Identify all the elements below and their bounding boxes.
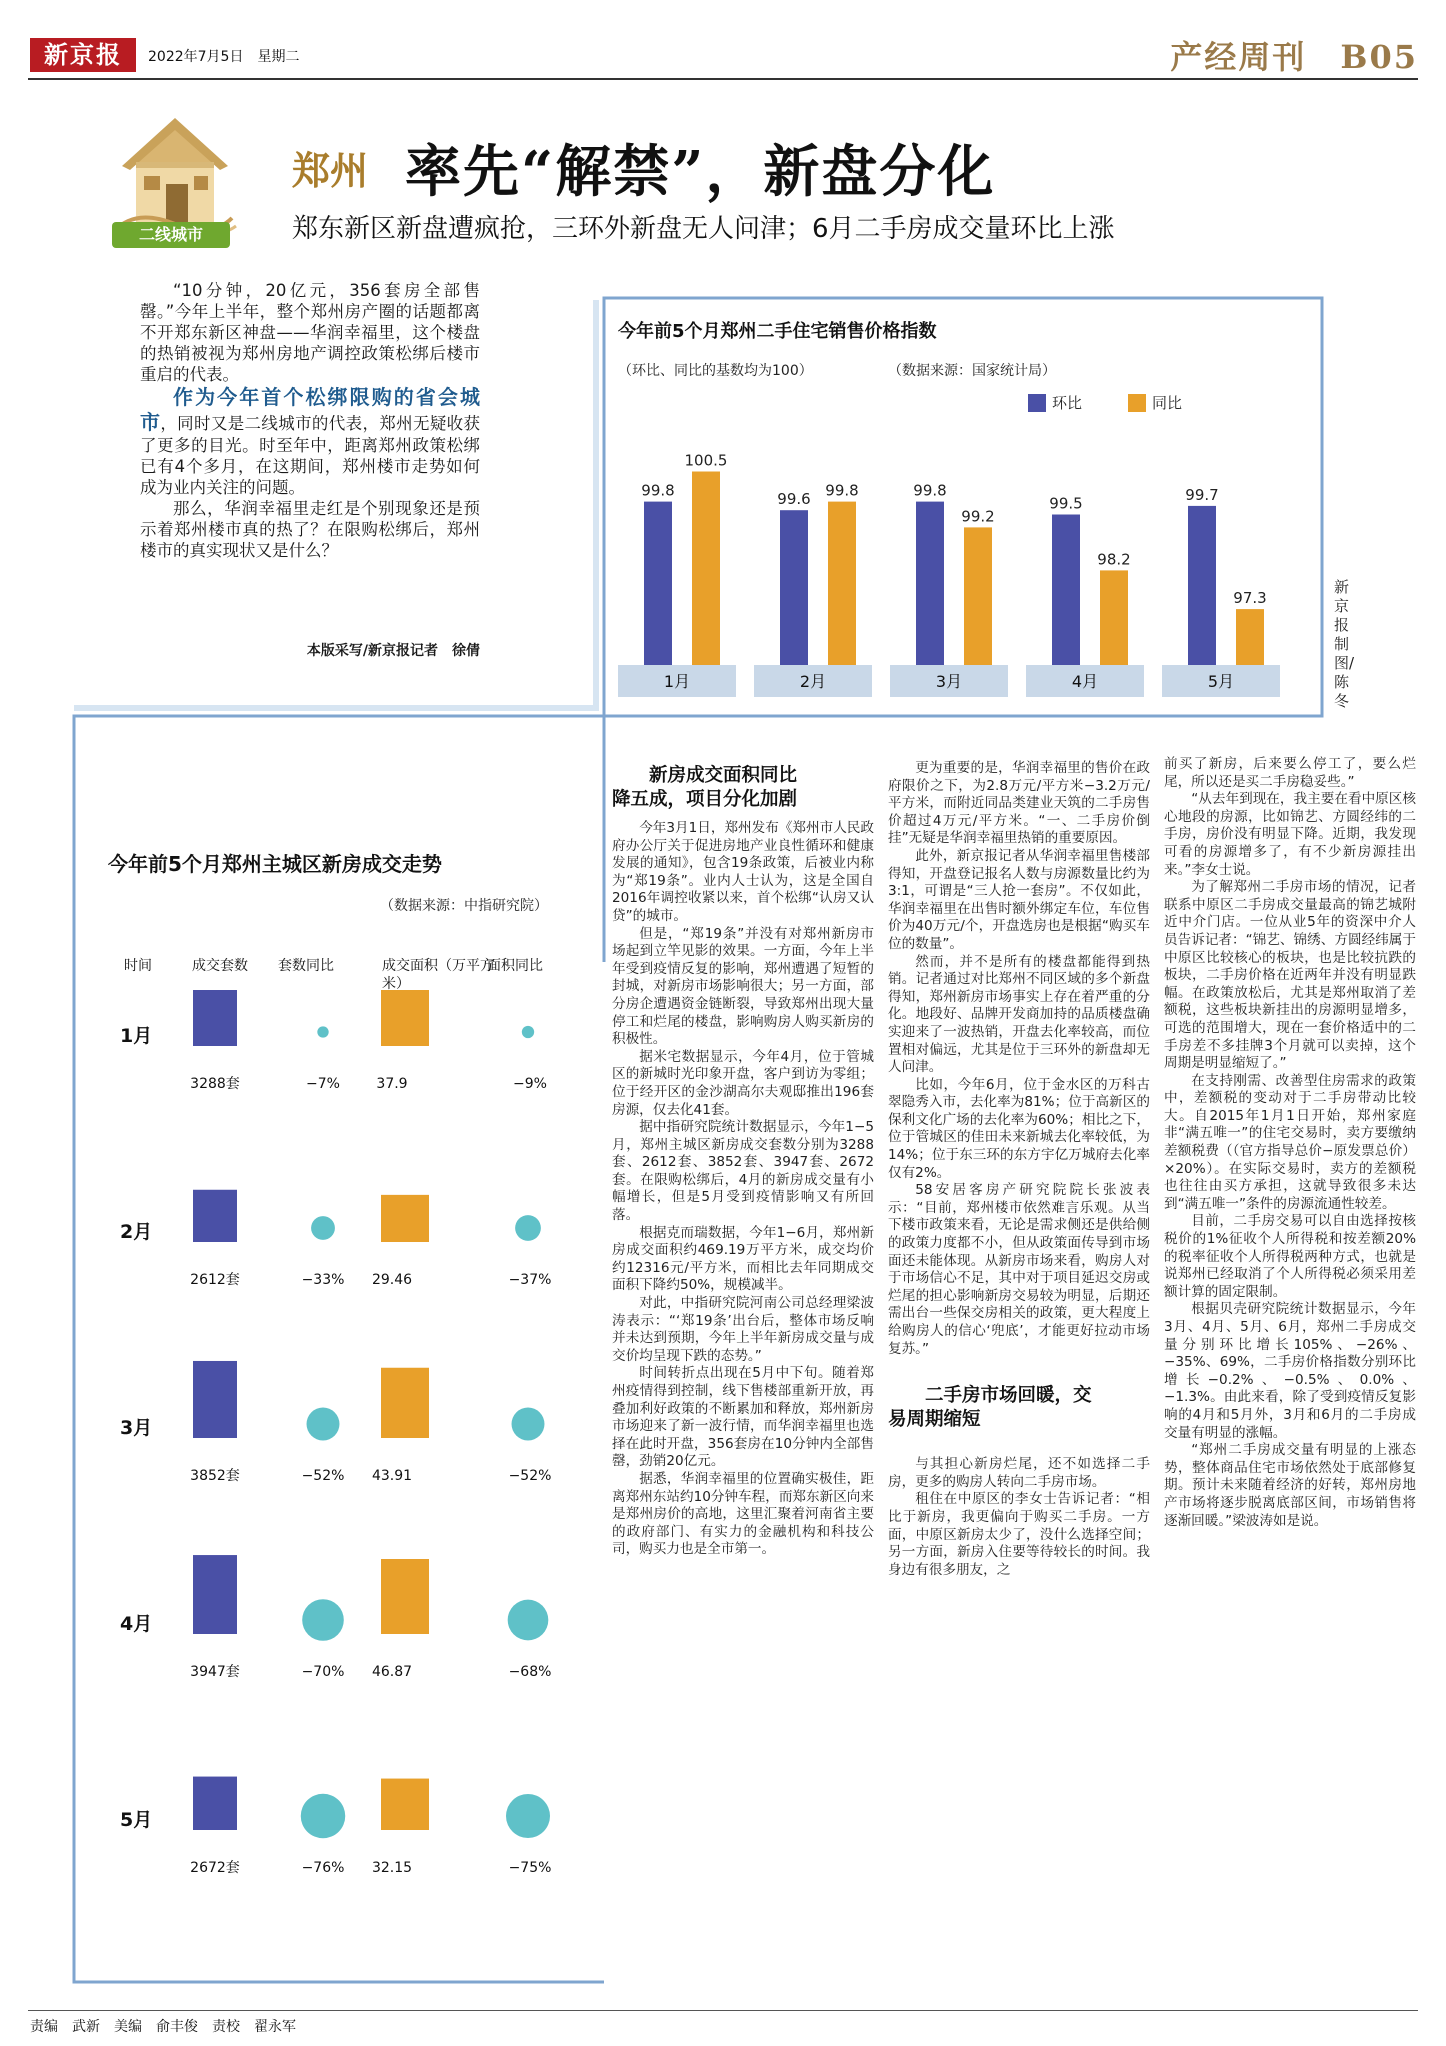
- article-paragraph: 据中指研究院统计数据显示，今年1−5月，郑州主城区新房成交套数分别为3288套、2612套、3852套、3947套、2672套。在限购松绑后，4月的新房成交量有小幅增长，但是5月受到疫情影响又有所回落。: [612, 1119, 874, 1224]
- article-paragraph: 目前，二手房交易可以自由选择按核税价的1%征收个人所得税和按差额20%的税率征收个人所得税两种方式，也就是说郑州已经取消了个人所得税必须采用差额计算的固定限制。: [1164, 1213, 1416, 1300]
- bar-yoy: [1100, 570, 1128, 665]
- article-paragraph: 与其担心新房烂尾，还不如选择二手房，更多的购房人转向二手房市场。: [888, 1456, 1150, 1490]
- section-heading-line: 二手房市场回暖，交: [925, 1385, 1092, 1407]
- data-label: 99.8: [825, 481, 859, 500]
- headline-title: 率先“解禁”，新盘分化: [405, 139, 996, 205]
- masthead-rule: [28, 78, 1418, 80]
- bar-yoy: [964, 527, 992, 665]
- units-yoy-label: −52%: [301, 1468, 345, 1484]
- units-label: 3288套: [190, 1076, 240, 1092]
- units-bar: [193, 1361, 237, 1438]
- bar-mom: [916, 502, 944, 665]
- area-bar: [381, 1195, 429, 1242]
- article-column-2: [888, 760, 1150, 1579]
- area-bar: [381, 1559, 429, 1634]
- category-badge: 二线城市: [112, 222, 230, 248]
- chart-title: 今年前5个月郑州二手住宅销售价格指数: [618, 321, 937, 342]
- category-label: 2月: [799, 672, 827, 691]
- area-label: 43.91: [371, 1468, 413, 1484]
- byline: 本版采写/新京报记者 徐倩: [306, 643, 480, 659]
- units-bar: [193, 990, 237, 1046]
- bar-mom: [1188, 506, 1216, 665]
- lede-paragraph: 那么，华润幸福里走红是个别现象还是预示着郑州楼市真的热了？在限购松绑后，郑州楼市的真实现状又是什么？: [140, 499, 480, 560]
- units-yoy-bubble: [317, 1026, 328, 1037]
- article-paragraph: 据悉，华润幸福里的位置确实极佳，距离郑州东站约10分钟车程，而郑东新区向来是郑州房价的高地，这里汇聚着河南省主要的政府部门、有实力的金融机构和科技公司，购买力也是全市第一。: [612, 1470, 874, 1558]
- footer-rule: [28, 2010, 1418, 2011]
- bar-mom: [1052, 515, 1080, 666]
- article-paragraph: 据米宅数据显示，今年4月，位于管城区的新城时光印象开盘，客户到访为零组；位于经开区的金沙湖高尔夫观邸推出196套房源，仅去化41套。: [612, 1048, 874, 1118]
- area-label: 29.46: [371, 1272, 413, 1288]
- chart-source: （数据来源：国家统计局）: [888, 363, 1056, 379]
- area-yoy-label: −9%: [513, 1076, 547, 1092]
- area-yoy-bubble: [522, 1026, 534, 1038]
- table-header: 时间: [124, 958, 152, 974]
- article-paragraph: 根据克而瑞数据，今年1−6月，郑州新房成交面积约469.19万平方米，成交均价约12316元/平方米，而相比去年同期成交面积下降约50%，规模减半。: [612, 1224, 874, 1294]
- area-yoy-bubble: [508, 1600, 549, 1641]
- table-header: 成交套数: [192, 958, 248, 974]
- article-paragraph: 时间转折点出现在5月中下旬。随着郑州疫情得到控制，线下售楼部重新开放，再叠加利好政策的不断累加和释放，郑州新房市场迎来了新一波行情，而华润幸福里也选择在此时开盘，356套房在10分钟内全部售罄，劲销20亿元。: [612, 1365, 874, 1470]
- area-label: 46.87: [371, 1664, 413, 1680]
- units-yoy-label: −33%: [301, 1272, 345, 1288]
- area-yoy-bubble: [506, 1794, 550, 1838]
- chart-note: （环比、同比的基数均为100）: [618, 363, 813, 379]
- area-yoy-label: −75%: [508, 1860, 552, 1876]
- data-label: 99.8: [641, 481, 675, 500]
- legend-item: [1028, 392, 1082, 413]
- article-paragraph: 为了解郑州二手房市场的情况，记者联系中原区二手房成交量最高的锦艺城附近中介门店。一位从业5年的资深中介人员告诉记者：“锦艺、锦绣、方圆经纬属于中原区比较核心的板块，也是比较抗跌的板块，二手房价格在近两年并没有明显跌幅。在政策放松后，尤其是郑州取消了差额税，这些板块新挂出的房源明显增多，可选的范围增大，现在一套价格适中的二手房差不多挂牌3个月就可以卖掉，这个周期是明显缩短了。”: [1164, 879, 1416, 1072]
- data-label: 98.2: [1097, 550, 1131, 569]
- section-heading-line: 降五成，项目分化加剧: [612, 789, 798, 810]
- article-paragraph: 在支持刚需、改善型住房需求的政策中，差额税的变动对于二手房带动比较大。自2015年1月1日开始，郑州家庭非“满五唯一”的住宅交易时，卖方要缴纳差额税费（（官方指导总价−原发票总价）×20%）。在实际交易时，卖方的差额税也往往由买方承担，这就导致很多未达到“满五唯一”条件的房源流通性较差。: [1164, 1072, 1416, 1212]
- units-label: 3852套: [190, 1468, 240, 1484]
- article-paragraph: 今年3月1日，郑州发布《郑州市人民政府办公厅关于促进房地产业良性循环和健康发展的通知》，包含19条政策，后被业内称为“郑19条”。业内人士认为，这是全国自2016年调控收紧以来，首个松绑“认房又认贷”的城市。: [612, 820, 874, 924]
- article-paragraph: “郑州二手房成交量有明显的上涨态势，整体商品住宅市场依然处于底部修复期。预计未来随着经济的好转，郑州房地产市场将逐步脱离底部区间，市场销售将逐渐回暖。”梁波涛如是说。: [1164, 1442, 1416, 1529]
- data-label: 99.6: [777, 490, 811, 509]
- units-bar: [193, 1777, 237, 1830]
- article-paragraph: 对此，中指研究院河南公司总经理梁波涛表示：“‘郑19条’出台后，整体市场反响并未达到预期，今年上半年新房成交量与成交价均呈现下跌的态势。”: [612, 1295, 874, 1364]
- legend-swatch-blue: [1028, 394, 1046, 412]
- headline-city: 郑州: [292, 148, 369, 193]
- area-yoy-bubble: [512, 1408, 545, 1441]
- data-label: 99.2: [961, 507, 995, 526]
- row-month-label: 4月: [120, 1613, 153, 1635]
- section-heading: [888, 1384, 1150, 1432]
- area-yoy-bubble: [515, 1215, 541, 1241]
- bar-yoy: [828, 502, 856, 665]
- bar-yoy: [1236, 609, 1264, 665]
- lede-paragraph: [140, 385, 480, 498]
- units-yoy-bubble: [307, 1408, 340, 1441]
- data-label: 97.3: [1233, 589, 1267, 608]
- article-paragraph: 更为重要的是，华润幸福里的售价在政府限价之下，为2.8万元/平方米−3.2万元/平方米，而附近同品类建业天筑的二手房售价超过4万元/平方米。“一、二手房价倒挂”无疑是华润幸福里热销的重要原因。: [888, 760, 1150, 847]
- area-label: 37.9: [376, 1076, 408, 1092]
- new-home-table-chart: [108, 990, 578, 1990]
- units-yoy-label: −76%: [301, 1860, 345, 1876]
- newspaper-logo: 新京报: [30, 38, 136, 72]
- article-paragraph: 前买了新房，后来要么停工了，要么烂尾，所以还是买二手房稳妥些。”: [1164, 756, 1416, 790]
- lede-text: ，同时又是二线城市的代表，郑州无疑收获了更多的目光。时至年中，距离郑州政策松绑已有4个多月，在这期间，郑州楼市走势如何成为业内关注的问题。: [140, 414, 481, 497]
- legend-item: [1128, 392, 1182, 413]
- table-source: （数据来源：中指研究院）: [380, 898, 548, 914]
- area-bar: [381, 1368, 429, 1438]
- legend-label: 同比: [1152, 394, 1183, 412]
- legend-swatch-orange: [1128, 394, 1146, 412]
- area-yoy-label: −52%: [508, 1468, 552, 1484]
- area-bar: [381, 1779, 429, 1830]
- editor-credits: 责编 武新 美编 俞丰俊 责校 翟永军: [30, 2019, 296, 2035]
- headline-subtitle: 郑东新区新盘遭疯抢，三环外新盘无人问津；6月二手房成交量环比上涨: [292, 214, 1115, 244]
- data-label: 99.7: [1185, 485, 1219, 504]
- legend-label: 环比: [1052, 394, 1083, 412]
- price-index-bar-chart: [612, 420, 1312, 710]
- article-paragraph: 租住在中原区的李女士告诉记者：“相比于新房，我更偏向于购买二手房。一方面，中原区新房太少了，没什么选择空间；另一方面，新房入住要等待较长的时间。我身边有很多朋友，之: [888, 1491, 1150, 1578]
- lede: [140, 280, 480, 561]
- category-label: 5月: [1207, 672, 1235, 691]
- category-label: 1月: [663, 672, 691, 691]
- units-yoy-label: −7%: [306, 1076, 340, 1092]
- bar-mom: [644, 502, 672, 665]
- table-header: 套数同比: [278, 958, 334, 974]
- units-label: 2612套: [190, 1272, 240, 1288]
- bar-mom: [780, 510, 808, 665]
- section-heading: [612, 764, 874, 812]
- graphic-credit: 新京报制图/陈冬: [1334, 578, 1355, 710]
- article-paragraph: 此外，新京报记者从华润幸福里售楼部得知，开盘登记报名人数与房源数量比约为3:1，可谓是“三人抢一套房”。不仅如此，华润幸福里在出售时额外绑定车位，车位售价为40万元/个，开盘选房也是根据“购买车位的数量”。: [888, 847, 1150, 952]
- units-yoy-bubble: [301, 1794, 345, 1838]
- units-yoy-bubble: [302, 1599, 344, 1641]
- area-bar: [381, 990, 429, 1046]
- article-paragraph: 根据贝壳研究院统计数据显示，今年3月、4月、5月、6月，郑州二手房成交量分别环比增长105%、−26%、−35%、69%，二手房价格指数分别环比增长−0.2%、−0.5%、0.0%、−1.3%。由此来看，除了受到疫情反复影响的4月和5月外，3月和6月的二手房成交量有明显的涨幅。: [1164, 1301, 1416, 1441]
- table-header: 成交面积（万平方米）: [382, 958, 494, 992]
- bar-yoy: [692, 472, 720, 666]
- table-title: 今年前5个月郑州主城区新房成交走势: [108, 852, 442, 876]
- row-month-label: 1月: [120, 1025, 153, 1047]
- pull-quote: 作为今年首个松绑限购的省会城市: [140, 385, 480, 434]
- units-label: 3947套: [190, 1664, 240, 1680]
- area-yoy-label: −37%: [508, 1272, 552, 1288]
- article-paragraph: 然而，并不是所有的楼盘都能得到热销。记者通过对比郑州不同区域的多个新盘得知，郑州新房市场事实上存在着严重的分化。地段好、品牌开发商加持的品质楼盘确实迎来了一波热销，开盘去化率较高，而位置相对偏远，尤其是位于三环外的新盘却无人问津。: [888, 953, 1150, 1076]
- data-label: 99.5: [1049, 494, 1083, 513]
- article-paragraph: 比如，今年6月，位于金水区的万科古翠隐秀入市，去化率为81%；位于高新区的保利文化广场的去化率为60%；相比之下，位于管城区的佳田未来新城去化率较低，为14%；位于东三环的东方宇亿万城府去化率仅有2%。: [888, 1076, 1150, 1181]
- units-label: 2672套: [190, 1860, 240, 1876]
- row-month-label: 3月: [120, 1417, 153, 1439]
- issue-date: 2022年7月5日 星期二: [148, 49, 300, 65]
- article-paragraph: 58安居客房产研究院院长张波表示：“目前，郑州楼市依然难言乐观。从当下楼市政策来看，无论是需求侧还是供给侧的政策力度都不小，但从政策面传导到市场面还未能体现。从新房市场来看，购房人对于市场信心不足，其中对于项目延迟交房或烂尾的担心影响新房交易较为明显，后期还需出台一些保交房相关的政策，更大程度上给购房人的信心‘兜底’，才能更好拉动市场复苏。”: [888, 1182, 1150, 1357]
- category-label: 3月: [935, 672, 963, 691]
- article-paragraph: “从去年到现在，我主要在看中原区核心地段的房源，比如锦艺、方圆经纬的二手房，房价没有明显下降。近期，我发现可看的房源增多了，有不少新房源挂出来。”李女士说。: [1164, 791, 1416, 878]
- table-header: 面积同比: [487, 958, 543, 974]
- section-heading-line: 易周期缩短: [888, 1409, 981, 1431]
- data-label: 100.5: [684, 451, 728, 470]
- row-month-label: 2月: [120, 1221, 153, 1243]
- area-label: 32.15: [371, 1860, 413, 1876]
- category-label: 4月: [1071, 672, 1099, 691]
- units-yoy-label: −70%: [301, 1664, 345, 1680]
- units-yoy-bubble: [311, 1216, 335, 1240]
- row-month-label: 5月: [120, 1809, 153, 1831]
- units-bar: [193, 1190, 237, 1242]
- area-yoy-label: −68%: [508, 1664, 552, 1680]
- section-page-label: 产经周刊 B05: [1170, 38, 1418, 76]
- lede-paragraph: “10分钟，20亿元，356套房全部售罄。”今年上半年，整个郑州房产圈的话题都离不开郑东新区神盘——华润幸福里，这个楼盘的热销被视为郑州房地产调控政策松绑后楼市重启的代表。: [140, 281, 480, 384]
- article-paragraph: 但是，“郑19条”并没有对郑州新房市场起到立竿见影的效果。一方面，今年上半年受到疫情反复的影响，郑州遭遇了短暂的封城，对新房市场影响很大；另一方面，部分房企遭遇资金链断裂，导致郑州出现大量停工和烂尾的楼盘，影响购房人购买新房的积极性。: [612, 925, 874, 1048]
- article-column-1: [612, 760, 874, 1559]
- units-bar: [193, 1555, 237, 1634]
- data-label: 99.8: [913, 481, 947, 500]
- section-heading-line: 新房成交面积同比: [649, 765, 798, 786]
- article-column-3: [1164, 756, 1416, 1530]
